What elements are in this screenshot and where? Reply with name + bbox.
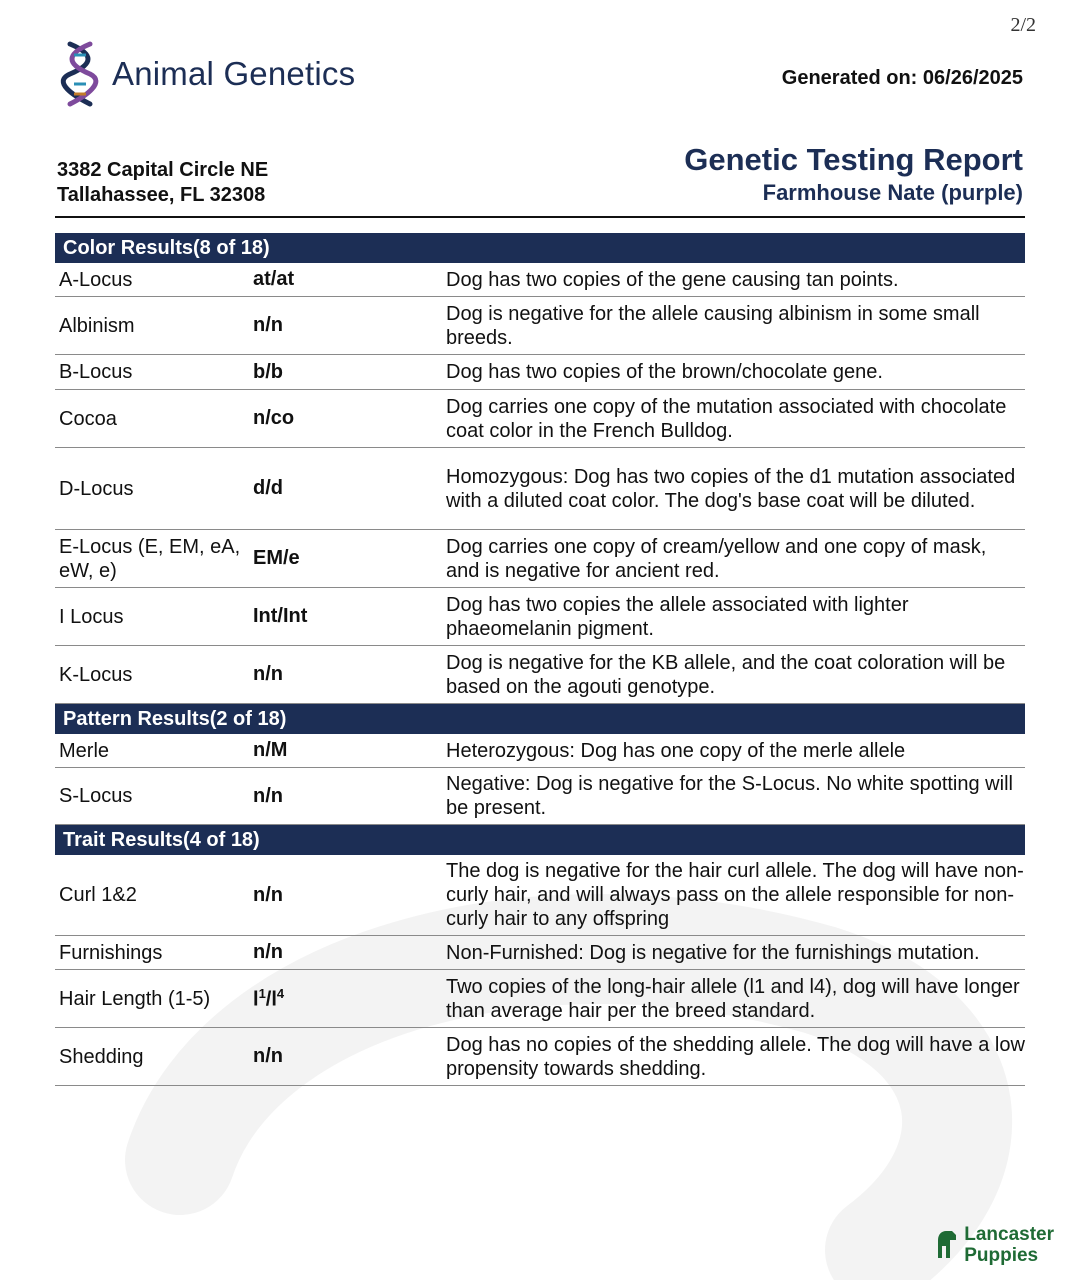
lancaster-puppies-text xyxy=(964,1224,1054,1266)
result-description: Two copies of the long-hair allele (l1 and l4), dog will have longer than average hair per the breed standard. xyxy=(446,975,1020,1022)
section-header-color: Color Results(8 of 18) xyxy=(55,233,1025,263)
genotype-allele-2: /l xyxy=(265,988,277,1011)
result-row xyxy=(55,390,1025,448)
result-row xyxy=(55,1028,1025,1086)
genotype: Int/Int xyxy=(253,605,308,627)
genotype: n/co xyxy=(253,407,295,429)
result-description: Dog has two copies of the gene causing tan points. xyxy=(446,268,899,291)
result-description: Dog is negative for the allele causing albinism in some small breeds. xyxy=(446,302,980,349)
result-row xyxy=(55,588,1025,646)
address-line-1: 3382 Capital Circle NE xyxy=(57,159,269,181)
result-description: Dog has two copies of the brown/chocolate gene. xyxy=(446,361,883,383)
genotype: n/M xyxy=(253,739,288,761)
locus-name: E-Locus (E, EM, eA, eW, e) xyxy=(59,535,241,582)
locus-name: Furnishings xyxy=(59,941,163,964)
result-description: Non-Furnished: Dog is negative for the furnishings mutation. xyxy=(446,941,980,964)
header-divider xyxy=(55,216,1025,218)
brand-line-1: Lancaster xyxy=(964,1224,1054,1245)
result-row xyxy=(55,936,1025,970)
logo-text: Animal Genetics xyxy=(112,55,356,92)
locus-name: K-Locus xyxy=(59,663,133,686)
result-description: The dog is negative for the hair curl allele. The dog will have non-curly hair, and will always pass on the allele responsible for non-curly hair to any offspring xyxy=(446,860,1024,930)
lab-address xyxy=(57,158,268,208)
result-row xyxy=(55,970,1025,1028)
puppy-icon xyxy=(934,1228,960,1262)
page-number: 2/2 xyxy=(1010,14,1036,36)
genotype: d/d xyxy=(253,477,283,499)
genotype-superscript-2: 4 xyxy=(276,985,285,1001)
generated-date: Generated on: 06/26/2025 xyxy=(781,67,1023,89)
section-header-pattern: Pattern Results(2 of 18) xyxy=(55,704,1025,734)
locus-name: I Locus xyxy=(59,605,124,628)
locus-name: Merle xyxy=(59,739,110,762)
result-row xyxy=(55,768,1025,825)
locus-name: Cocoa xyxy=(59,407,117,430)
genotype: n/n xyxy=(253,883,283,906)
result-description: Dog carries one copy of the mutation associated with chocolate coat color in the French Bulldog. xyxy=(446,395,1007,442)
result-row xyxy=(55,297,1025,355)
section-header-trait: Trait Results(4 of 18) xyxy=(55,825,1025,855)
locus-name: Curl 1&2 xyxy=(59,884,137,906)
result-row xyxy=(55,355,1025,390)
locus-name: B-Locus xyxy=(59,361,133,383)
genotype: n/n xyxy=(253,663,283,685)
dog-name: Farmhouse Nate (purple) xyxy=(762,180,1023,205)
genotype: n/n xyxy=(253,784,283,807)
genotype: n/n xyxy=(253,1045,283,1067)
genotype: b/b xyxy=(253,360,283,383)
locus-name: D-Locus xyxy=(59,477,134,500)
locus-name: S-Locus xyxy=(59,785,133,807)
dna-helix-icon xyxy=(60,40,100,108)
genotype-superscript-1: 1 xyxy=(258,985,266,1001)
result-row xyxy=(55,646,1025,704)
report-title-block xyxy=(684,142,1023,206)
result-row xyxy=(55,448,1025,530)
result-description: Negative: Dog is negative for the S-Locus. No white spotting will be present. xyxy=(446,773,1013,819)
result-description: Dog carries one copy of cream/yellow and one copy of mask, and is negative for ancient red. xyxy=(446,535,987,582)
genotype: at/at xyxy=(253,268,295,290)
address-line-2: Tallahassee, FL 32308 xyxy=(57,184,266,206)
result-row xyxy=(55,855,1025,936)
result-description: Dog has two copies the allele associated with lighter phaeomelanin pigment. xyxy=(446,593,909,640)
result-description: Homozygous: Dog has two copies of the d1 mutation associated with a diluted coat color. The dog's base coat will be diluted. xyxy=(446,465,1016,512)
genotype: EM/e xyxy=(253,547,300,569)
locus-name: Shedding xyxy=(59,1045,144,1068)
genotype: n/n xyxy=(253,941,283,963)
report-title: Genetic Testing Report xyxy=(684,142,1023,177)
genotype: n/n xyxy=(253,314,283,336)
result-description: Dog has no copies of the shedding allele. The dog will have a low propensity towards shedding. xyxy=(446,1033,1025,1080)
result-row xyxy=(55,263,1025,297)
result-description: Heterozygous: Dog has one copy of the merle allele xyxy=(446,739,906,762)
result-description: Dog is negative for the KB allele, and the coat coloration will be based on the agouti genotype. xyxy=(446,651,1006,698)
locus-name: Albinism xyxy=(59,314,135,337)
lancaster-puppies-logo xyxy=(934,1224,1054,1266)
results-table xyxy=(55,233,1025,1086)
locus-name: Hair Length (1-5) xyxy=(59,987,211,1010)
brand-line-2: Puppies xyxy=(964,1245,1039,1266)
result-row xyxy=(55,530,1025,588)
locus-name: A-Locus xyxy=(59,268,133,291)
genotype xyxy=(253,986,446,1012)
result-row xyxy=(55,734,1025,768)
animal-genetics-logo xyxy=(60,40,355,108)
genotype-allele: l xyxy=(253,988,259,1011)
